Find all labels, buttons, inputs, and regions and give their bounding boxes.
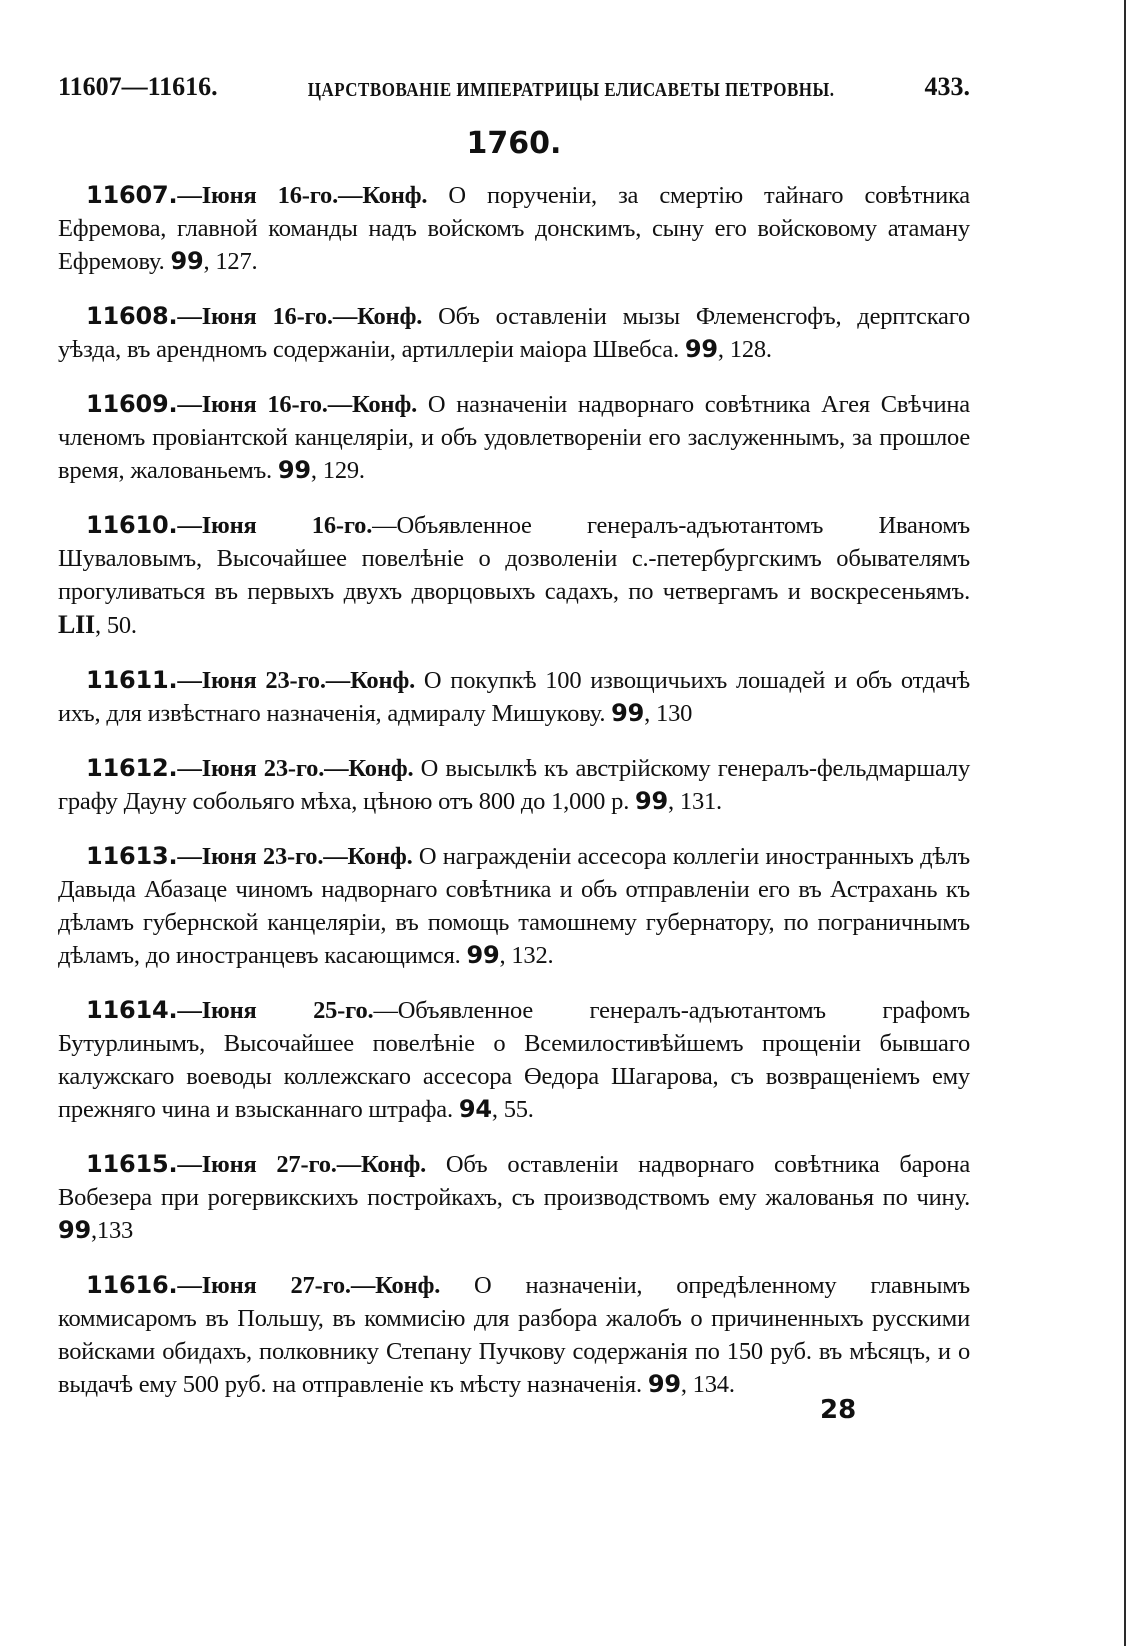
entry-volume: 99 xyxy=(58,1216,91,1244)
entry xyxy=(58,994,970,1126)
entry-page: , 127. xyxy=(203,248,258,275)
entry xyxy=(58,1148,970,1247)
entry-page: ,133 xyxy=(91,1217,134,1244)
entries-list xyxy=(58,179,970,1401)
entry-number: 11612. xyxy=(86,754,178,782)
entry-volume: 94 xyxy=(458,1095,492,1123)
entry-date: —Іюня 23-го.—Конф. xyxy=(177,755,414,782)
entry-number: 11614. xyxy=(86,996,178,1024)
entry-text: О назначеніи, опредѣленному главнымъ коммисаромъ въ Польшу, въ коммисію для разбора жалобъ о причиненныхъ русскими войсками обидахъ, полковнику Степану Пучкову содержанія по 150 руб. въ мѣсяцъ, и о выдачѣ ему 500 руб. на отправленіе къ мѣсту назначенія. xyxy=(58,1272,970,1398)
entry-text: О покупкѣ 100 извощичьихъ лошадей и объ отдачѣ ихъ, для извѣстнаго назначенія, адмиралу Мишукову. xyxy=(58,667,970,727)
entry-date: —Іюня 16-го.—Конф. xyxy=(177,182,428,209)
entry-page: , 132. xyxy=(499,942,554,969)
entry-text: Объ оставленіи надворнаго совѣтника барона Вобезера при рогервикскихъ постройкахъ, съ производствомъ ему жалованья по чину. xyxy=(58,1151,970,1211)
entry-page: , 55. xyxy=(491,1096,534,1123)
page-edge-line xyxy=(1124,0,1126,1646)
entry-volume: LII xyxy=(58,610,95,639)
entry-number: 11609. xyxy=(86,390,178,418)
entry-text: О назначеніи надворнаго совѣтника Агея Свѣчина членомъ провіантской канцеляріи, и объ удовлетвореніи его заслуженнымъ, за прошлое время, жалованьемъ. xyxy=(58,391,970,484)
entry-text: О высылкѣ къ австрійскому генералъ-фельдмаршалу графу Дауну собольяго мѣха, цѣною отъ 800 до 1,000 р. xyxy=(58,755,970,815)
entry-volume: 99 xyxy=(635,787,669,815)
document-page xyxy=(58,72,970,1423)
entry-volume: 99 xyxy=(684,335,718,363)
signature-mark: 28 xyxy=(820,1395,857,1425)
entry-page: , 131. xyxy=(668,788,722,815)
entry-text: —Объявленное генералъ-адъютантомъ Иваномъ Шуваловымъ, Высочайшее повелѣніе о дозволеніи с.-петербургскимъ обывателямъ прогуливаться въ первыхъ двухъ дворцовыхъ садахъ, по четвергамъ и воскресеньямъ. xyxy=(58,512,970,605)
entry-volume: 99 xyxy=(647,1370,681,1398)
entry-volume: 99 xyxy=(466,941,500,969)
entry-number: 11608. xyxy=(86,302,178,330)
entry-number: 11610. xyxy=(86,511,178,539)
entry-date: —Іюня 23-го.—Конф. xyxy=(177,667,416,694)
entry-page: , 134. xyxy=(680,1371,735,1398)
entry-number: 11611. xyxy=(86,666,178,694)
year-heading: 1760. xyxy=(466,126,562,161)
entry-number: 11613. xyxy=(86,842,178,870)
entry-number: 11615. xyxy=(86,1150,178,1178)
entry xyxy=(58,388,970,487)
entry-volume: 99 xyxy=(611,699,645,727)
entry-date: —Іюня 27-го.—Конф. xyxy=(177,1272,441,1299)
entry-number: 11616. xyxy=(86,1271,178,1299)
entry xyxy=(58,509,970,642)
entry-date: —Іюня 27-го.—Конф. xyxy=(177,1151,427,1178)
entry-date: —Іюня 25-го. xyxy=(177,997,374,1024)
entry-number: 11607. xyxy=(86,181,178,209)
entry xyxy=(58,1269,970,1401)
entry-text: О награжденіи ассесора коллегіи иностранныхъ дѣлъ Давыда Абазаце чиномъ надворнаго совѣтника и объ отправленіи его въ Астрахань къ дѣламъ губернской канцеляріи, въ помощь тамошнему губернатору, по пограничнымъ дѣламъ, до иностранцевъ касающимся. xyxy=(58,843,970,969)
entry xyxy=(58,664,970,730)
entry-page: , 129. xyxy=(310,457,365,484)
entry xyxy=(58,840,970,972)
page-number: 433. xyxy=(924,72,970,101)
entry-range: 11607—11616. xyxy=(58,72,218,101)
running-title: ЦАРСТВОВАНІЕ ИМПЕРАТРИЦЫ ЕЛИСАВЕТЫ ПЕТРОВНЫ. xyxy=(307,78,835,101)
entry-volume: 99 xyxy=(277,456,311,484)
entry-text: Объ оставленіи мызы Флеменсгофъ, дерптскаго уѣзда, въ арендномъ содержаніи, артиллеріи маіора Швебса. xyxy=(58,303,970,363)
page-header xyxy=(58,72,970,102)
entry xyxy=(58,752,970,818)
entry-date: —Іюня 23-го.—Конф. xyxy=(177,843,413,870)
entry-date: —Іюня 16-го. xyxy=(177,512,373,539)
entry-text: О порученіи, за смертію тайнаго совѣтника Ефремова, главной команды надъ войскомъ донскимъ, сыну его войсковому атаману Ефремову. xyxy=(58,182,970,275)
entry-date: —Іюня 16-го.—Конф. xyxy=(177,391,418,418)
entry-date: —Іюня 16-го.—Конф. xyxy=(177,303,423,330)
entry-page: , 50. xyxy=(94,612,137,639)
entry-page: , 130 xyxy=(644,700,693,727)
entry-text: —Объявленное генералъ-адъютантомъ графомъ Бутурлинымъ, Высочайшее повелѣніе о Всемилостивѣйшемъ прощеніи бывшаго калужскаго воеводы коллежскаго ассесора Өедора Шагарова, съ возвращеніемъ ему прежняго чина и взысканнаго штрафа. xyxy=(58,997,970,1123)
entry xyxy=(58,300,970,366)
entry-volume: 99 xyxy=(170,247,204,275)
entry-page: , 128. xyxy=(717,336,772,363)
entry xyxy=(58,179,970,278)
